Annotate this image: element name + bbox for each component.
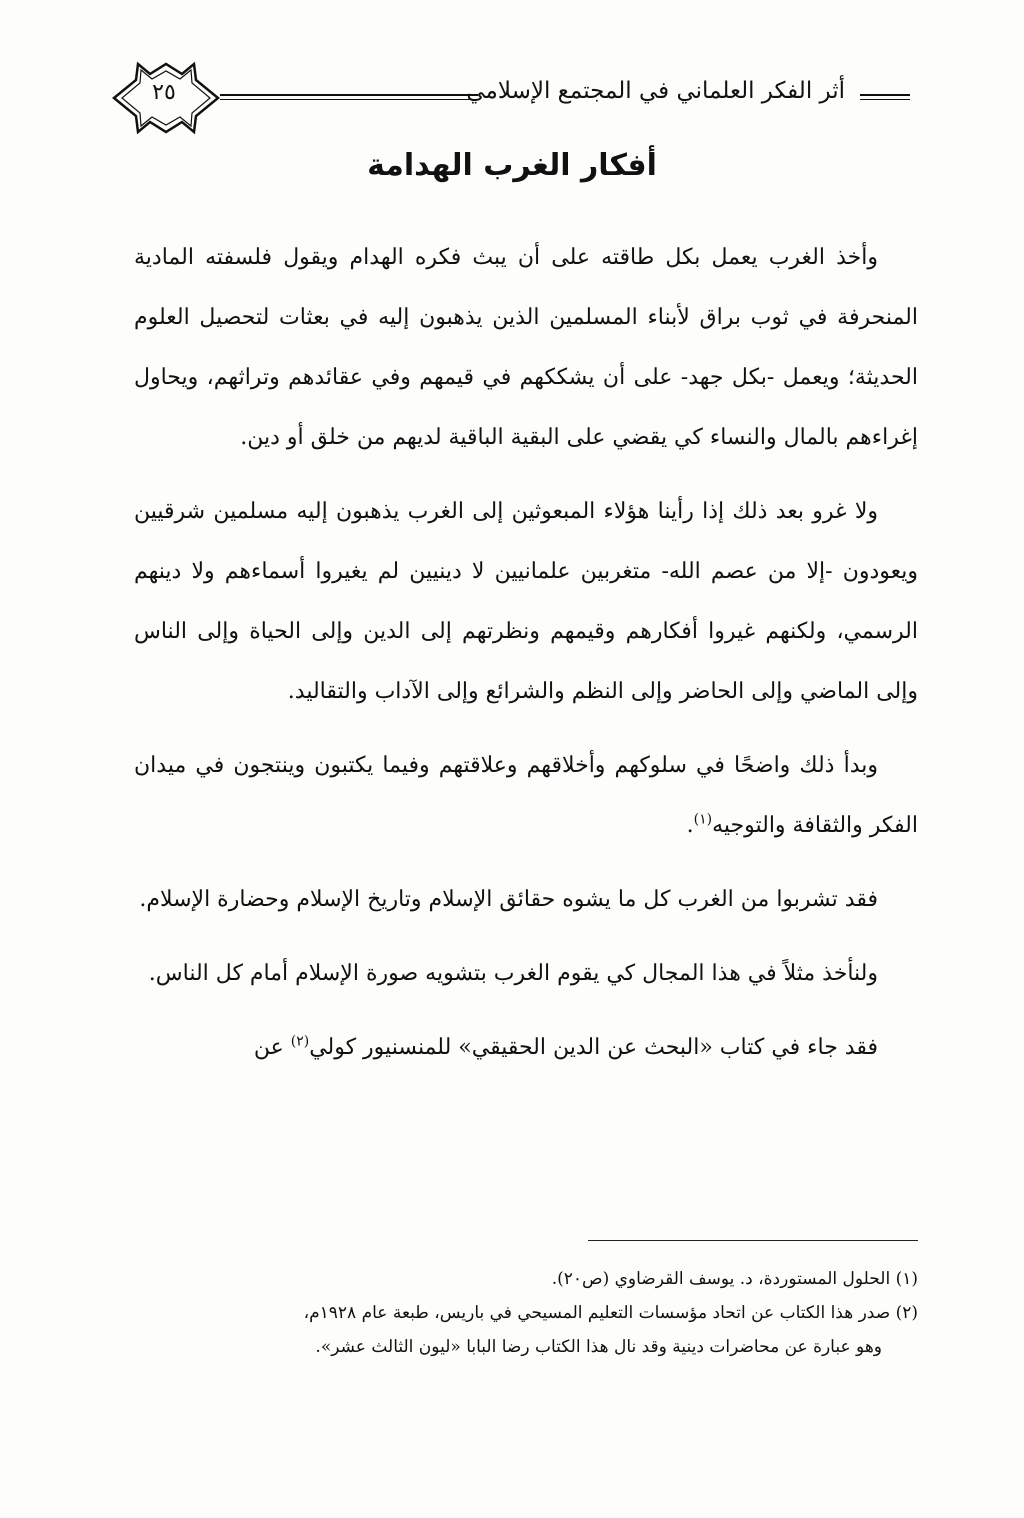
paragraph-5: ولنأخذ مثلاً في هذا المجال كي يقوم الغرب بتشويه صورة الإسلام أمام كل الناس. <box>148 961 878 986</box>
running-title: أثر الفكر العلماني في المجتمع الإسلامي <box>466 78 845 104</box>
footnote-2-continued: وهو عبارة عن محاضرات دينية وقد نال هذا الكتاب رضا البابا «ليون الثالث عشر». <box>315 1337 882 1357</box>
paragraph-6-end: عن <box>253 1035 291 1060</box>
page-number: ٢٥ <box>152 80 176 105</box>
header-rule-left <box>220 94 478 100</box>
section-title: أفكار الغرب الهدامة <box>367 148 657 183</box>
paragraph-3 <box>134 736 918 856</box>
footnote-ref-2: (٢) <box>290 1033 310 1050</box>
paragraph-3-text: وبدأ ذلك واضحًا في سلوكهم وأخلاقهم وعلاقتهم وفيما يكتبون وينتجون في ميدان الفكر والثقافة والتوجيه <box>134 753 918 838</box>
footnote-separator <box>588 1240 918 1241</box>
footnotes <box>134 1262 918 1364</box>
body-text <box>134 228 918 1092</box>
paragraph-2: ولا غرو بعد ذلك إذا رأينا هؤلاء المبعوثين إلى الغرب يذهبون إليه مسلمين شرقيين ويعودون -إلا من عصم الله- متغربين علمانيين لا دينيين لم يغيروا أسماءهم ولا دينهم الرسمي، ولكنهم غيروا أفكارهم وقيمهم ونظرتهم إلى الدين وإلى الحياة وإلى الناس وإلى الماضي وإلى الحاضر وإلى النظم والشرائع وإلى الآداب والتقاليد. <box>134 499 918 704</box>
footnote-2: (٢) صدر هذا الكتاب عن اتحاد مؤسسات التعليم المسيحي في باريس، طبعة عام ١٩٢٨م، <box>303 1303 918 1323</box>
paragraph-6 <box>134 1018 918 1078</box>
header-rule-right <box>860 94 910 100</box>
paragraph-6-text: فقد جاء في كتاب «البحث عن الدين الحقيقي» للمنسنيور كولي <box>309 1035 878 1060</box>
paragraph-1: وأخذ الغرب يعمل بكل طاقته على أن يبث فكره الهدام ويقول فلسفته المادية المنحرفة في ثوب براق لأبناء المسلمين الذين يذهبون إليه في بعثات لتحصيل العلوم الحديثة؛ ويعمل -بكل جهد- على أن يشككهم في قيمهم وفي عقائدهم وتراثهم، ويحاول إغراءهم بالمال والنساء كي يقضي على البقية الباقية لديهم من خلق أو دين. <box>134 245 918 450</box>
footnote-1: (١) الحلول المستوردة، د. يوسف القرضاوي (ص٢٠). <box>551 1269 918 1289</box>
page-number-badge <box>110 60 230 136</box>
paragraph-3-end: . <box>686 813 694 838</box>
paragraph-4: فقد تشربوا من الغرب كل ما يشوه حقائق الإسلام وتاريخ الإسلام وحضارة الإسلام. <box>139 887 878 912</box>
running-header <box>110 60 920 140</box>
footnote-ref-1: (١) <box>693 811 713 828</box>
